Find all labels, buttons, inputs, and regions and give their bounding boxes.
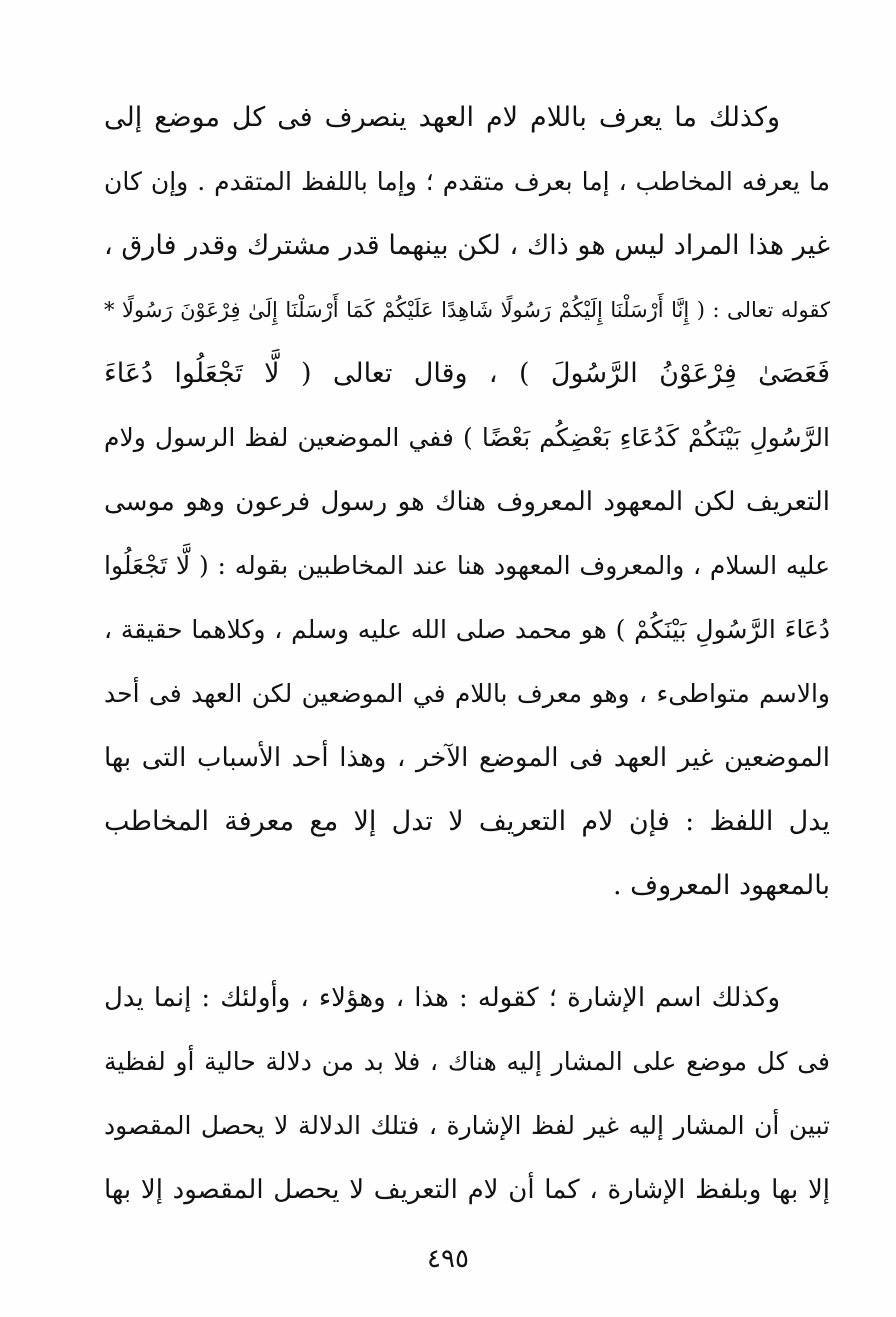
text-line: وكذلك ما يعرف باللام لام العهد ينصرف فى كل موضع إلى bbox=[104, 102, 780, 133]
text-line: ما يعرفه المخاطب ، إما بعرف متقدم ؛ وإما باللفظ المتقدم . وإن كان bbox=[104, 167, 830, 196]
text-line: الموضعين غير العهد فى الموضع الآخر ، وهذا أحد الأسباب التى بها bbox=[104, 743, 830, 773]
text-line: تبين أن المشار إليه غير لفظ الإشارة ، فتلك الدلالة لا يحصل المقصود bbox=[104, 1111, 830, 1140]
quran-verse-line: دُعَاءَ الرَّسُولِ بَيْنَكُمْ ) هو محمد صلى الله عليه وسلم ، وكلاهما حقيقة ، bbox=[104, 615, 830, 644]
quran-verse-line: فَعَصَىٰ فِرْعَوْنُ الرَّسُولَ ) ، وقال تعالى ( لَّا تَجْعَلُوا دُعَاءَ bbox=[104, 358, 830, 389]
text-line: وكذلك اسم الإشارة ؛ كقوله : هذا ، وهؤلاء ، وأولئك : إنما يدل bbox=[104, 983, 780, 1013]
text-line: بالمعهود المعروف . bbox=[612, 870, 830, 901]
text-line: فى كل موضع على المشار إليه هناك ، فلا بد من دلالة حالية أو لفظية bbox=[104, 1047, 830, 1076]
page-number: ٤٩٥ bbox=[427, 1244, 469, 1274]
text-line: إلا بها وبلفظ الإشارة ، كما أن لام التعريف لا يحصل المقصود إلا بها bbox=[104, 1175, 830, 1205]
text-line: يدل اللفظ : فإن لام التعريف لا تدل إلا مع معرفة المخاطب bbox=[104, 806, 830, 837]
quran-verse-line: الرَّسُولِ بَيْنَكُمْ كَدُعَاءِ بَعْضِكُم بَعْضًا ) ففي الموضعين لفظ الرسول ولام bbox=[104, 423, 830, 452]
quran-verse-line: كقوله تعالى : ( إِنَّا أَرْسَلْنَا إِلَيْكُمْ رَسُولًا شَاهِدًا عَلَيْكُمْ كَمَا أَرْسَلْنَا إِلَىٰ فِرْعَوْنَ رَسُولًا * bbox=[104, 298, 830, 322]
text-line: غير هذا المراد ليس هو ذاك ، لكن بينهما قدر مشترك وقدر فارق ، bbox=[104, 230, 830, 261]
paragraph-ism-al-isharah bbox=[104, 966, 830, 1222]
paragraph-lam-al-ahd bbox=[104, 86, 830, 918]
quran-verse-line: عليه السلام ، والمعروف المعهود هنا عند المخاطبين بقوله : ( لَّا تَجْعَلُوا bbox=[104, 551, 830, 580]
text-line: والاسم متواطىء ، وهو معرف باللام في الموضعين لكن العهد فى أحد bbox=[104, 679, 830, 708]
text-line: التعريف لكن المعهود المعروف هناك هو رسول فرعون وهو موسى bbox=[104, 487, 830, 517]
